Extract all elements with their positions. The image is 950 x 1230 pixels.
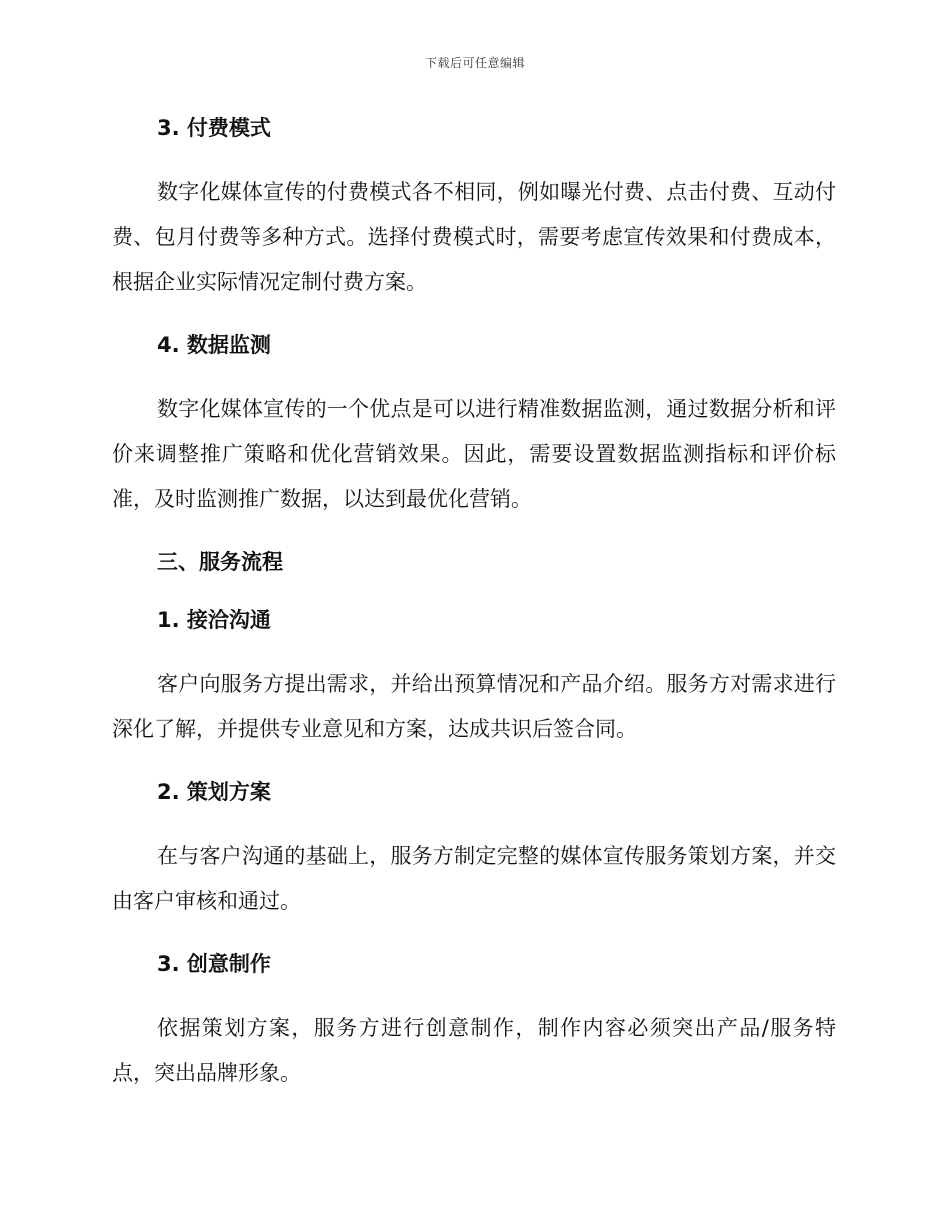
section-paragraph-contact-communication: 客户向服务方提出需求，并给出预算情况和产品介绍。服务方对需求进行深化了解，并提供专业意见和方案，达成共识后签合同。 bbox=[112, 672, 836, 741]
document-body bbox=[112, 112, 836, 1096]
chapter-heading-service-process: 三、服务流程 bbox=[157, 550, 283, 574]
section-paragraph-planning-scheme: 在与客户沟通的基础上，服务方制定完整的媒体宣传服务策划方案，并交由客户审核和通过。 bbox=[112, 844, 836, 913]
section-heading-data-monitoring: 4. 数据监测 bbox=[157, 333, 271, 357]
section-paragraph-payment-model: 数字化媒体宣传的付费模式各不相同，例如曝光付费、点击付费、互动付费、包月付费等多种方式。选择付费模式时，需要考虑宣传效果和付费成本，根据企业实际情况定制付费方案。 bbox=[112, 180, 836, 294]
section-heading-payment-model: 3. 付费模式 bbox=[157, 116, 271, 140]
section-heading-creative-production: 3. 创意制作 bbox=[157, 952, 271, 976]
section-heading-planning-scheme: 2. 策划方案 bbox=[157, 780, 271, 804]
page-header-note: 下载后可任意编辑 bbox=[424, 56, 525, 70]
section-heading-contact-communication: 1. 接洽沟通 bbox=[157, 608, 271, 632]
section-paragraph-creative-production: 依据策划方案，服务方进行创意制作，制作内容必须突出产品/服务特点，突出品牌形象。 bbox=[112, 1016, 836, 1085]
section-paragraph-data-monitoring: 数字化媒体宣传的一个优点是可以进行精准数据监测，通过数据分析和评价来调整推广策略和优化营销效果。因此，需要设置数据监测指标和评价标准，及时监测推广数据，以达到最优化营销。 bbox=[112, 397, 836, 511]
